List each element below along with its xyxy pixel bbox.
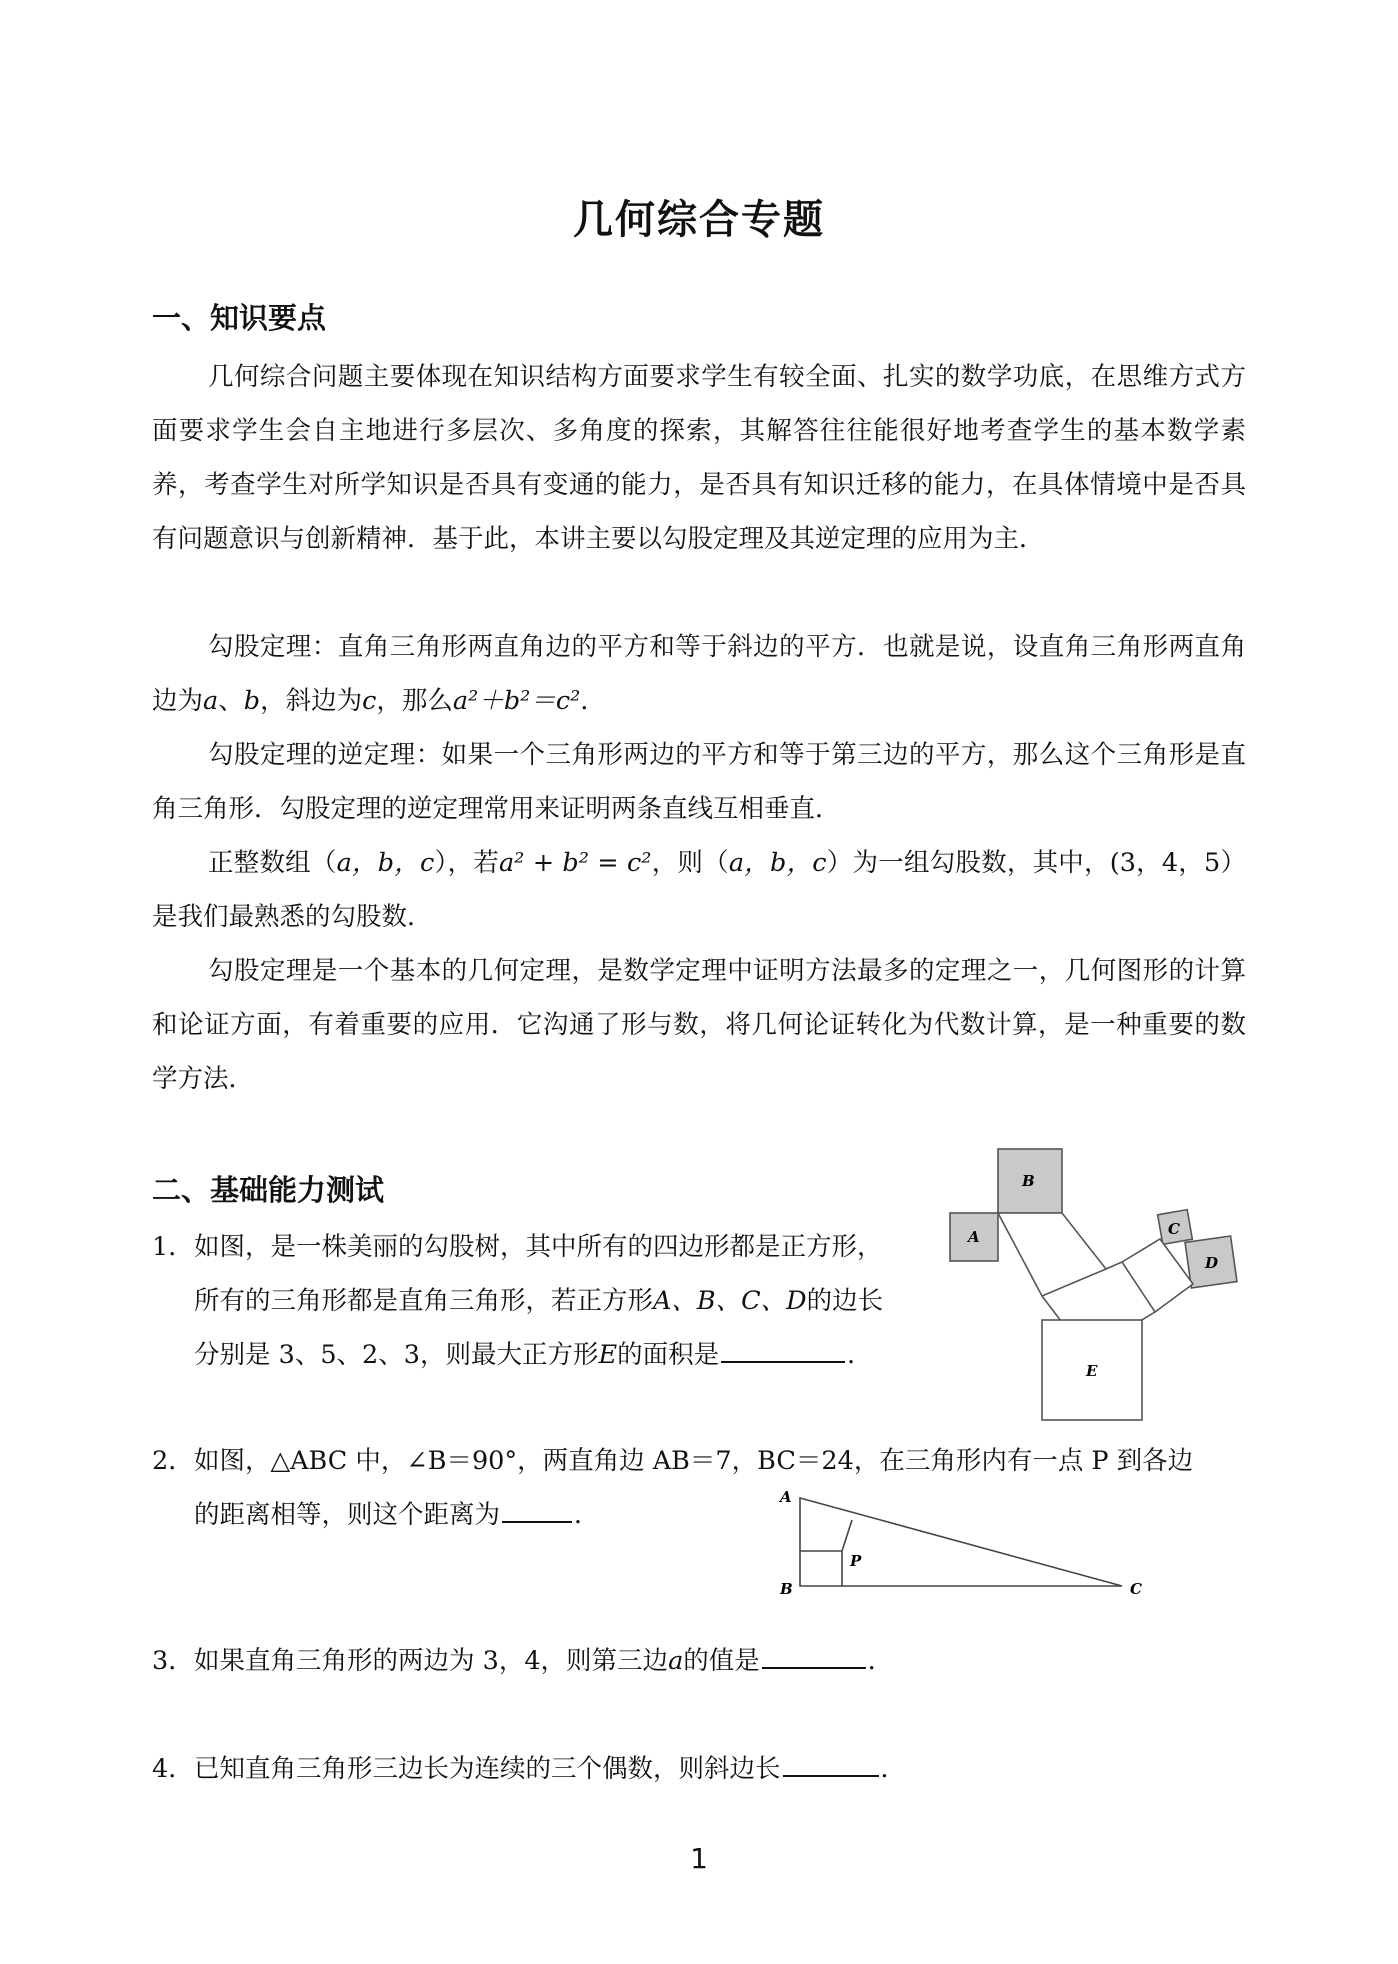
q3-var-a: a <box>668 1646 684 1676</box>
answer-blank[interactable] <box>721 1339 845 1363</box>
page-number: 1 <box>690 1842 708 1875</box>
answer-blank[interactable] <box>502 1499 572 1523</box>
question-4 <box>152 1742 906 1796</box>
question-3 <box>152 1634 893 1688</box>
label-e: E <box>1086 1362 1098 1380</box>
p4-abc2: a，b，c <box>728 848 827 878</box>
formula-pythagorean: a²＋b²＝c² <box>452 686 581 716</box>
q2-line1: 如图，△ABC 中，∠B＝90°，两直角边 AB＝7，BC＝24，在三角形内有一点 P 到各边 <box>194 1446 1194 1476</box>
question-number: 4． <box>152 1754 194 1784</box>
paragraph-converse-theorem: 勾股定理的逆定理：如果一个三角形两边的平方和等于第三边的平方，那么这个三角形是直角三角形．勾股定理的逆定理常用来证明两条直线互相垂直． <box>152 740 1246 824</box>
var-a: a <box>203 686 219 716</box>
p4-start: 正整数组（ <box>208 848 337 878</box>
q1-line1: 如图，是一株美丽的勾股树，其中所有的四边形都是正方形， <box>194 1232 883 1262</box>
question-1 <box>152 1220 883 1274</box>
pythagorean-tree-figure <box>948 1144 1248 1424</box>
q2-line2 <box>194 1488 600 1542</box>
label-vertex-c: C <box>1130 1580 1142 1598</box>
triangle-abc <box>800 1498 1122 1586</box>
paragraph-pythagorean-triples <box>152 836 1246 944</box>
q1-line2-end: 的边长 <box>806 1286 884 1316</box>
question-number: 1． <box>152 1232 194 1262</box>
q2-line2-text: 的距离相等，则这个距离为 <box>194 1500 501 1530</box>
answer-blank[interactable] <box>762 1645 866 1669</box>
q3-text2: 的值是 <box>683 1646 760 1676</box>
q1-line3-end: ． <box>847 1340 873 1370</box>
p2-then: ，那么 <box>376 686 453 716</box>
q2-line2-end: ． <box>574 1500 600 1530</box>
p2-mid: ，斜边为 <box>260 686 363 716</box>
label-b: B <box>1022 1172 1035 1190</box>
p4-abc: a，b，c <box>336 848 435 878</box>
question-2 <box>152 1434 1193 1488</box>
label-c: C <box>1168 1220 1180 1238</box>
label-d: D <box>1205 1254 1219 1272</box>
p2-text: 勾股定理：直角三角形两直角边的平方和等于斜边的平方．也就是说，设直角三角形两直角边为 <box>152 632 1246 716</box>
p4-then: ，则（ <box>651 848 729 878</box>
p2-sep: 、 <box>218 686 244 716</box>
p4-if: ），若 <box>434 848 499 878</box>
q1-line3-text: 分别是 3、5、2、3，则最大正方形 <box>194 1340 599 1370</box>
label-point-p: P <box>850 1552 862 1570</box>
p4-rest: ）为一组勾股数，其中，(3，4，5）是我们最熟悉的勾股数． <box>152 848 1246 932</box>
q4-text: 已知直角三角形三边长为连续的三个偶数，则斜边长 <box>194 1754 781 1784</box>
section-heading-basic-test: 二、基础能力测试 <box>152 1173 385 1207</box>
q1-square-vars: A、B、C、D <box>653 1286 807 1316</box>
right-triangle-figure <box>770 1486 1170 1606</box>
left-branch-square <box>998 1213 1106 1296</box>
label-vertex-b: B <box>780 1580 793 1598</box>
page-title: 几何综合专题 <box>573 197 825 243</box>
p2-end: ． <box>580 686 606 716</box>
q3-end: ． <box>867 1646 894 1676</box>
question-number: 2． <box>152 1446 194 1476</box>
paragraph-intro: 几何综合问题主要体现在知识结构方面要求学生有较全面、扎实的数学功底，在思维方式方面要求学生会自主地进行多层次、多角度的探索，其解答往往能很好地考查学生的基本数学素养，考查学生对所学知识是否具有变通的能力，是否具有知识迁移的能力，在具体情境中是否具有问题意识与创新精神．基于此，本讲主要以勾股定理及其逆定理的应用为主． <box>152 362 1246 554</box>
q1-var-e: E <box>598 1340 618 1370</box>
q1-line3-mid: 的面积是 <box>617 1340 720 1370</box>
q4-end: ． <box>880 1754 907 1784</box>
paragraph-importance: 勾股定理是一个基本的几何定理，是数学定理中证明方法最多的定理之一，几何图形的计算和论证方面，有着重要的应用．它沟通了形与数，将几何论证转化为代数计算，是一种重要的数学方法． <box>152 956 1246 1094</box>
label-vertex-a: A <box>780 1488 792 1506</box>
paragraph-pythagorean-theorem <box>152 620 1246 728</box>
right-branch-square <box>1122 1239 1193 1312</box>
q3-text: 如果直角三角形的两边为 3，4，则第三边 <box>194 1646 669 1676</box>
answer-blank[interactable] <box>783 1753 879 1777</box>
q1-line2 <box>194 1274 883 1328</box>
q1-line2-text: 所有的三角形都是直角三角形，若正方形 <box>194 1286 654 1316</box>
joint-line <box>1106 1262 1122 1269</box>
var-c: c <box>362 686 377 716</box>
question-number: 3． <box>152 1646 194 1676</box>
var-b: b <box>243 686 261 716</box>
q1-line3 <box>194 1328 873 1382</box>
formula-triple: a² + b² = c² <box>498 848 652 878</box>
perpendicular-to-ac <box>842 1520 852 1551</box>
section-heading-knowledge: 一、知识要点 <box>152 301 327 335</box>
label-a: A <box>968 1228 980 1246</box>
